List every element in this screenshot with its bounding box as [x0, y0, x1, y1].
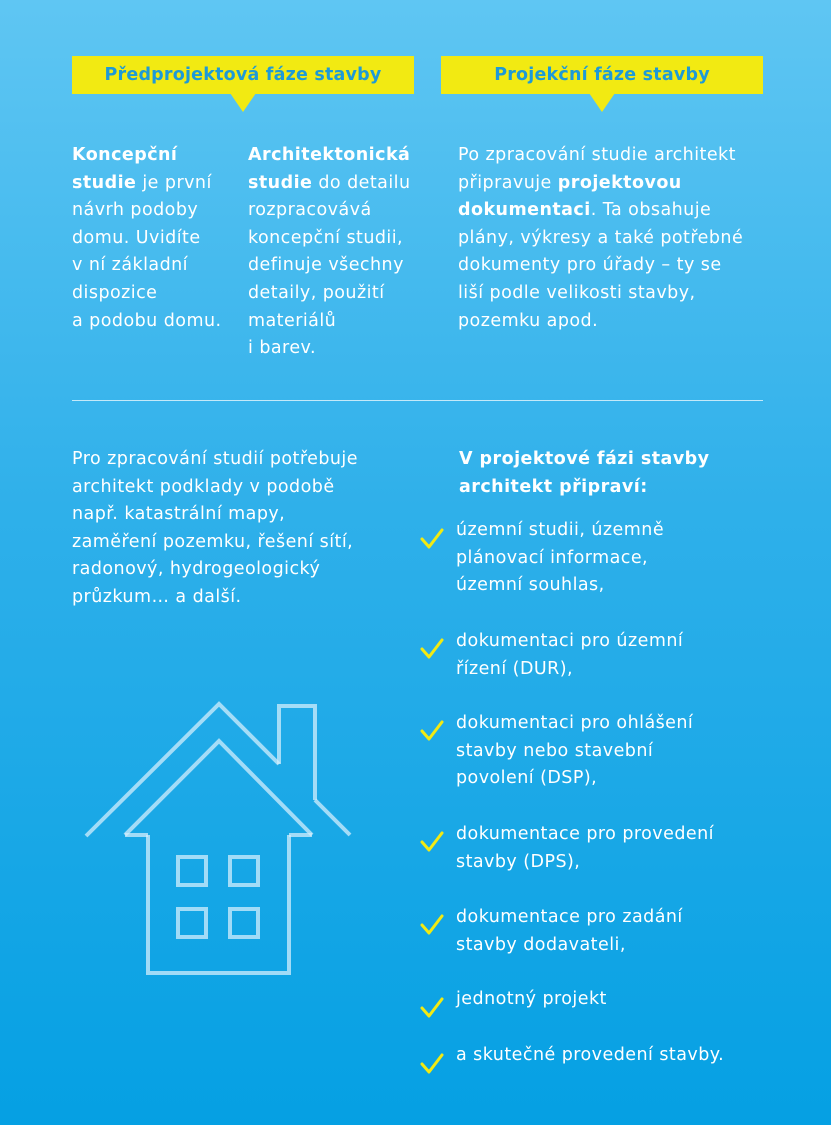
text-line: a skutečné provedení stavby. — [456, 1045, 725, 1065]
text-run: v ní základní — [72, 255, 188, 276]
text-line: stavby (DPS), — [456, 851, 581, 872]
text-line — [248, 280, 411, 308]
text-line: dokumentaci pro ohlášení — [456, 713, 694, 733]
bold-run: projektovou — [557, 172, 682, 193]
architektonicka-studie-text — [248, 142, 411, 363]
check-icon — [420, 913, 444, 937]
text-run: detaily, použití — [248, 282, 385, 303]
text-line: stavby dodavateli, — [456, 934, 626, 955]
text-run: návrh podoby — [72, 200, 199, 221]
text-line: plánovací informace, — [456, 547, 649, 568]
banner-predprojektova — [72, 56, 414, 94]
section-divider — [72, 400, 763, 401]
bold-run: Koncepční — [72, 145, 178, 165]
koncepcni-studie-text — [72, 142, 222, 335]
check-icon — [420, 830, 444, 854]
text-line — [458, 252, 743, 280]
text-line — [458, 142, 743, 170]
check-icon — [420, 527, 444, 551]
text-run: Po zpracování studie architekt — [458, 145, 736, 165]
text-line — [72, 197, 222, 225]
text-line — [248, 252, 411, 280]
list-item — [456, 904, 683, 959]
text-line — [248, 308, 411, 336]
text-run: materiálů — [248, 310, 337, 331]
list-item — [456, 821, 714, 876]
list-title — [459, 446, 710, 501]
text-line — [72, 280, 222, 308]
list-item — [456, 517, 664, 600]
text-run: domu. Uvidíte — [72, 227, 201, 248]
list-item — [456, 1042, 724, 1070]
text-line — [72, 308, 222, 336]
text-run: plány, výkresy a také potřebné — [458, 227, 744, 248]
text-line: jednotný projekt — [456, 989, 607, 1009]
text-line — [248, 170, 411, 198]
text-run: definuje všechny — [248, 255, 404, 276]
text-line — [248, 142, 411, 170]
text-line: řízení (DUR), — [456, 658, 574, 679]
text-run: a podobu domu. — [72, 310, 222, 331]
text-line: architekt podklady v podobě — [72, 476, 335, 497]
text-run: do detailu — [312, 172, 411, 193]
text-line — [458, 225, 743, 253]
list-item — [456, 986, 607, 1014]
house-icon — [82, 700, 354, 976]
text-line — [72, 252, 222, 280]
text-line: stavby nebo stavební — [456, 740, 654, 761]
list-item — [456, 628, 683, 683]
text-line: územní souhlas, — [456, 575, 605, 596]
bold-run: studie — [72, 172, 137, 193]
text-run: dokumenty pro úřady – ty se — [458, 255, 722, 276]
text-line — [248, 335, 411, 363]
text-run: liší podle velikosti stavby, — [458, 282, 696, 303]
bold-run: Architektonická — [248, 145, 411, 165]
check-icon — [420, 637, 444, 661]
text-line: radonový, hydrogeologický — [72, 559, 321, 580]
text-run: koncepční studii, — [248, 227, 404, 248]
banner-projekcni — [441, 56, 763, 94]
text-line: územní studii, územně — [456, 520, 665, 540]
text-line — [72, 225, 222, 253]
text-line: dokumentace pro zadání — [456, 907, 683, 927]
text-line — [248, 225, 411, 253]
text-run: je první — [136, 172, 212, 193]
text-line — [248, 197, 411, 225]
text-line — [458, 197, 743, 225]
text-line — [72, 142, 222, 170]
text-line: dokumentaci pro územní — [456, 631, 684, 651]
text-line — [458, 170, 743, 198]
bold-run: dokumentaci — [458, 200, 591, 221]
text-line — [458, 280, 743, 308]
text-line — [72, 170, 222, 198]
list-item — [456, 710, 693, 793]
text-line: dokumentace pro provedení — [456, 824, 714, 844]
text-line: např. katastrální mapy, — [72, 504, 286, 525]
banner-right-label: Projekční fáze stavby — [494, 65, 710, 85]
text-run: . Ta obsahuje — [590, 200, 712, 221]
check-icon — [420, 1052, 444, 1076]
text-line: povolení (DSP), — [456, 768, 598, 789]
text-line: V projektové fázi stavby — [459, 449, 710, 469]
podklady-text — [72, 446, 358, 612]
text-run: dispozice — [72, 282, 158, 303]
text-line: architekt připraví: — [459, 476, 648, 497]
check-icon — [420, 719, 444, 743]
check-icon — [420, 996, 444, 1020]
text-line: průzkum… a další. — [72, 586, 242, 607]
text-run: rozpracovává — [248, 200, 372, 221]
text-line — [458, 308, 743, 336]
bold-run: studie — [248, 172, 313, 193]
text-run: připravuje — [458, 172, 558, 193]
text-run: i barev. — [248, 338, 316, 359]
text-line: zaměření pozemku, řešení sítí, — [72, 531, 354, 552]
text-line: Pro zpracování studií potřebuje — [72, 449, 358, 469]
projektova-dokumentace-text — [458, 142, 743, 335]
banner-left-label: Předprojektová fáze stavby — [104, 65, 382, 85]
text-run: pozemku apod. — [458, 310, 599, 331]
